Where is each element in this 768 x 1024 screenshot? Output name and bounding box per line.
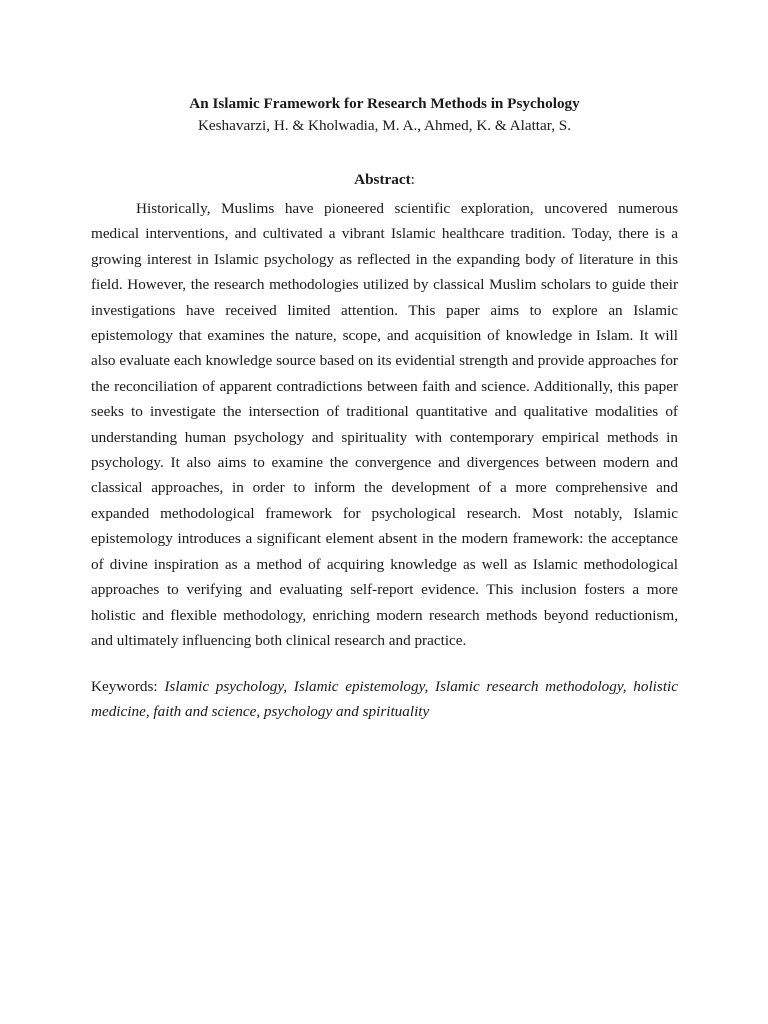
paper-authors: Keshavarzi, H. & Kholwadia, M. A., Ahmed, K. & Alattar, S. bbox=[197, 117, 572, 134]
paper-title: An Islamic Framework for Research Methods in Psychology bbox=[189, 95, 580, 112]
abstract-heading-label: Abstract bbox=[354, 171, 411, 188]
keywords-label: Keywords: bbox=[91, 678, 158, 695]
abstract-body: Historically, Muslims have pioneered scientific exploration, uncovered numerous medical interventions, and cultivated a vibrant Islamic healthcare tradition. Today, there is a growing interest in Islamic psychology as reflected in the expanding body of literature in this field. However, the research methodologies utilized by classical Muslim scholars to guide their investigations have received limited attention. This paper aims to explore an Islamic epistemology that examines the nature, scope, and acquisition of knowledge in Islam. It will also evaluate each knowledge source based on its evidential strength and provide approaches for the reconciliation of apparent contradictions between faith and science. Additionally, this paper seeks to investigate the intersection of traditional quantitative and qualitative modalities of understanding human psychology and spirituality with contemporary empirical methods in psychology. It also aims to examine the convergence and divergences between modern and classical approaches, in order to inform the development of a more comprehensive and expanded methodological framework for psychological research. Most notably, Islamic epistemology introduces a significant element absent in the modern framework: the acceptance of divine inspiration as a method of acquiring knowledge as well as Islamic methodological approaches to verifying and evaluating self-report evidence. This inclusion fosters a more holistic and flexible methodology, enriching modern research methods beyond reductionism, and ultimately influencing both clinical research and practice. bbox=[91, 200, 678, 649]
keywords-values: Islamic psychology, Islamic epistemology, Islamic research methodology, holistic medicine, faith and science, psychology and spirituality bbox=[91, 678, 678, 721]
document-header bbox=[91, 94, 678, 136]
keywords-line bbox=[91, 674, 678, 725]
abstract-heading bbox=[91, 170, 678, 190]
abstract-heading-colon: : bbox=[410, 171, 415, 188]
